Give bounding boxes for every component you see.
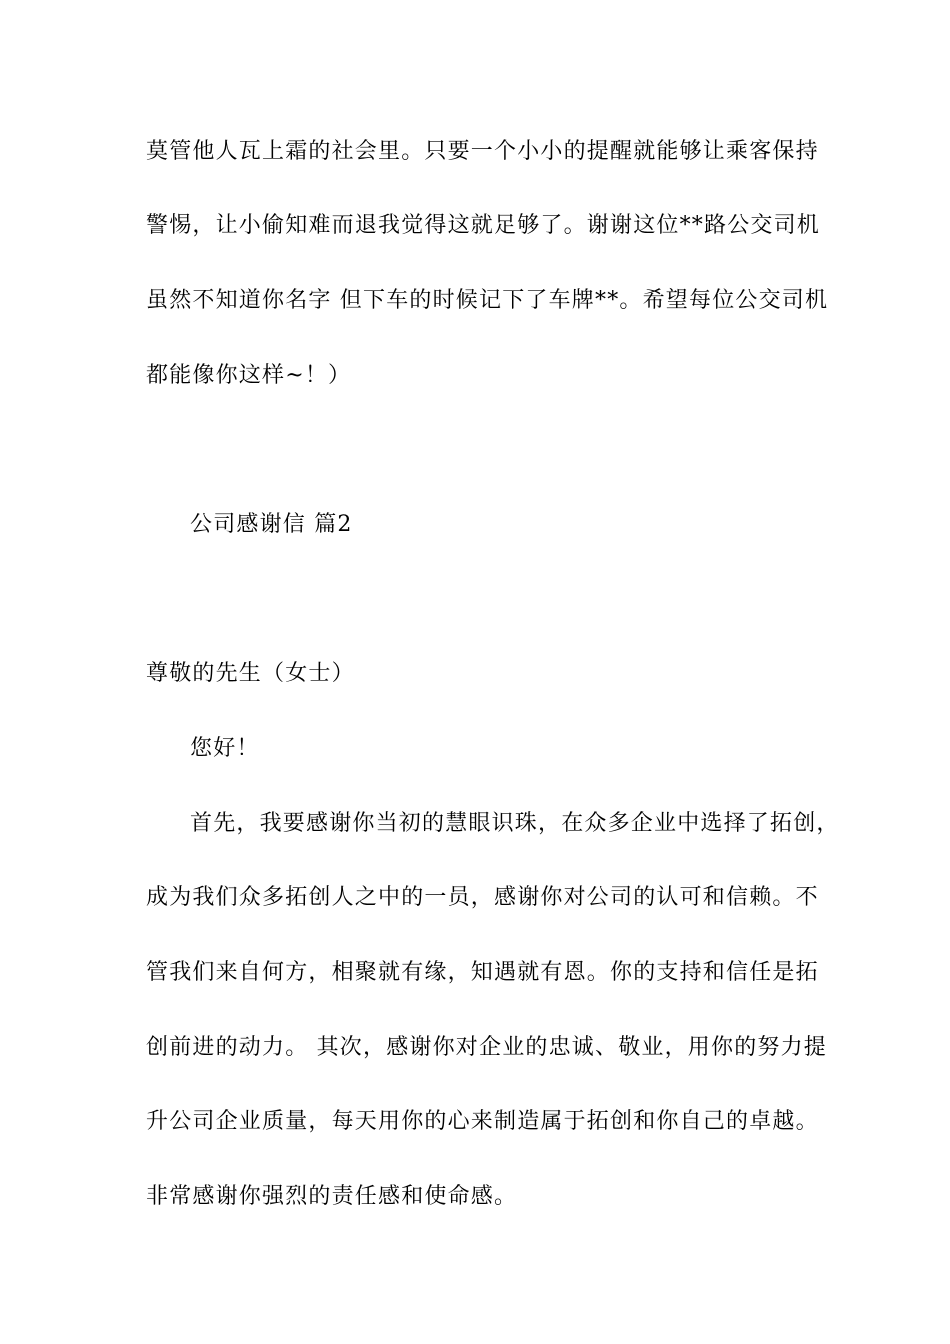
- greeting: 您好！: [190, 736, 260, 761]
- paragraph-line: 非常感谢你强烈的责任感和使命感。: [146, 1184, 518, 1209]
- paragraph-line: 成为我们众多拓创人之中的一员，感谢你对公司的认可和信赖。不: [146, 885, 819, 910]
- paragraph-line: 警惕，让小偷知难而退我觉得这就足够了。谢谢这位**路公交司机: [146, 213, 821, 238]
- paragraph-line: 管我们来自何方，相聚就有缘，知遇就有恩。你的支持和信任是拓: [146, 960, 819, 985]
- paragraph-line: 都能像你这样~！）: [146, 363, 352, 388]
- paragraph-line: 创前进的动力。 其次，感谢你对企业的忠诚、敬业，用你的努力提: [146, 1035, 827, 1060]
- section-heading: 公司感谢信 篇2: [190, 512, 353, 537]
- paragraph-line: 首先，我要感谢你当初的慧眼识珠，在众多企业中选择了拓创，: [190, 811, 840, 836]
- paragraph-line: 升公司企业质量，每天用你的心来制造属于拓创和你自己的卓越。: [146, 1109, 819, 1134]
- paragraph-line: 莫管他人瓦上霜的社会里。只要一个小小的提醒就能够让乘客保持: [146, 139, 819, 164]
- paragraph-line: 虽然不知道你名字 但下车的时候记下了车牌**。希望每位公交司机: [146, 288, 829, 313]
- salutation: 尊敬的先生（女士）: [146, 661, 355, 686]
